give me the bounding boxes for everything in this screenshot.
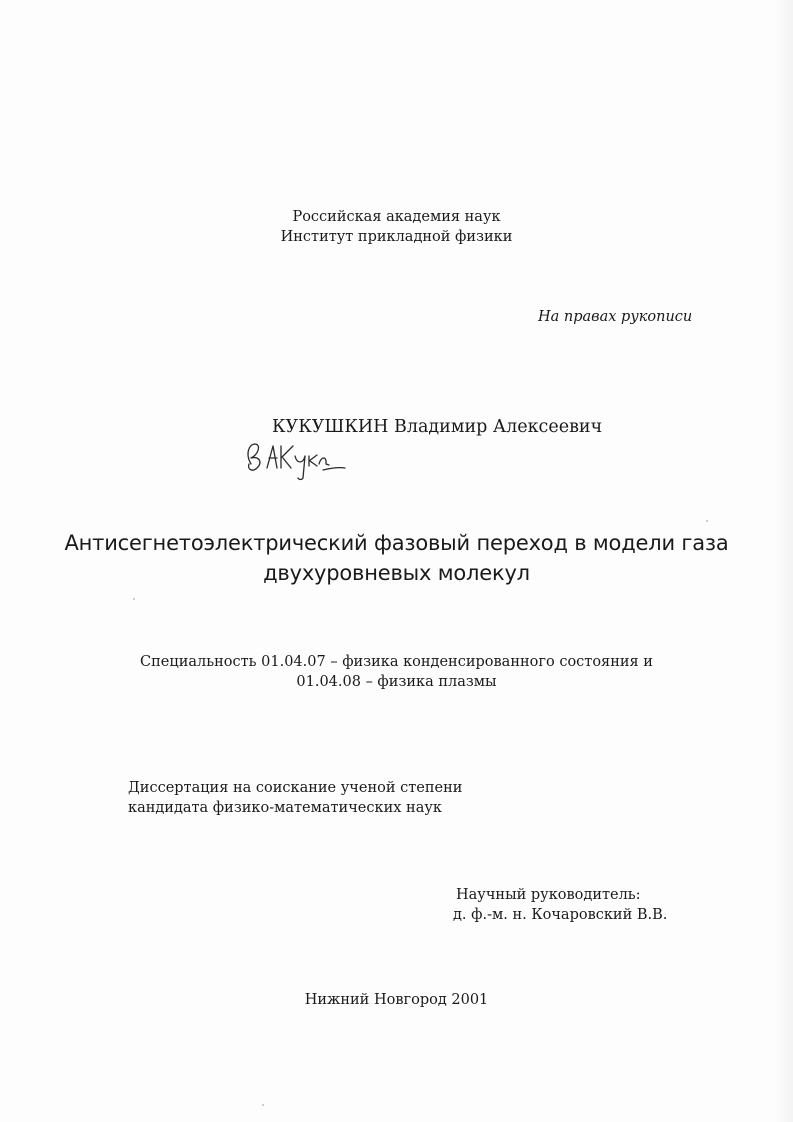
institute-name: Институт прикладной физики: [280, 229, 513, 245]
degree-line2: кандидата физико-математических наук: [128, 800, 442, 816]
manuscript-note: На правах рукописи: [538, 309, 693, 325]
specialty-line2: 01.04.08 – физика плазмы: [296, 674, 497, 690]
scan-speck: [133, 598, 135, 600]
scan-speck: [706, 520, 708, 522]
academy-name: Российская академия наук: [292, 209, 501, 225]
supervisor-label: Научный руководитель:: [456, 887, 641, 903]
dissertation-title-line2: двухуровневых молекул: [263, 561, 530, 585]
scan-speck: [262, 1104, 264, 1106]
dissertation-title-line1: Антисегнетоэлектрический фазовый переход в модели газа: [64, 531, 729, 555]
place-and-year: Нижний Новгород 2001: [304, 992, 489, 1008]
author-surname: КУКУШКИН: [272, 417, 389, 437]
specialty-line1: Специальность 01.04.07 – физика конденсированного состояния и: [140, 654, 653, 670]
author-given-names: Владимир Алексеевич: [394, 417, 603, 437]
author-signature: [241, 434, 347, 482]
supervisor-name: д. ф.-м. н. Кочаровский В.В.: [453, 907, 668, 923]
degree-line1: Диссертация на соискание ученой степени: [128, 780, 463, 796]
